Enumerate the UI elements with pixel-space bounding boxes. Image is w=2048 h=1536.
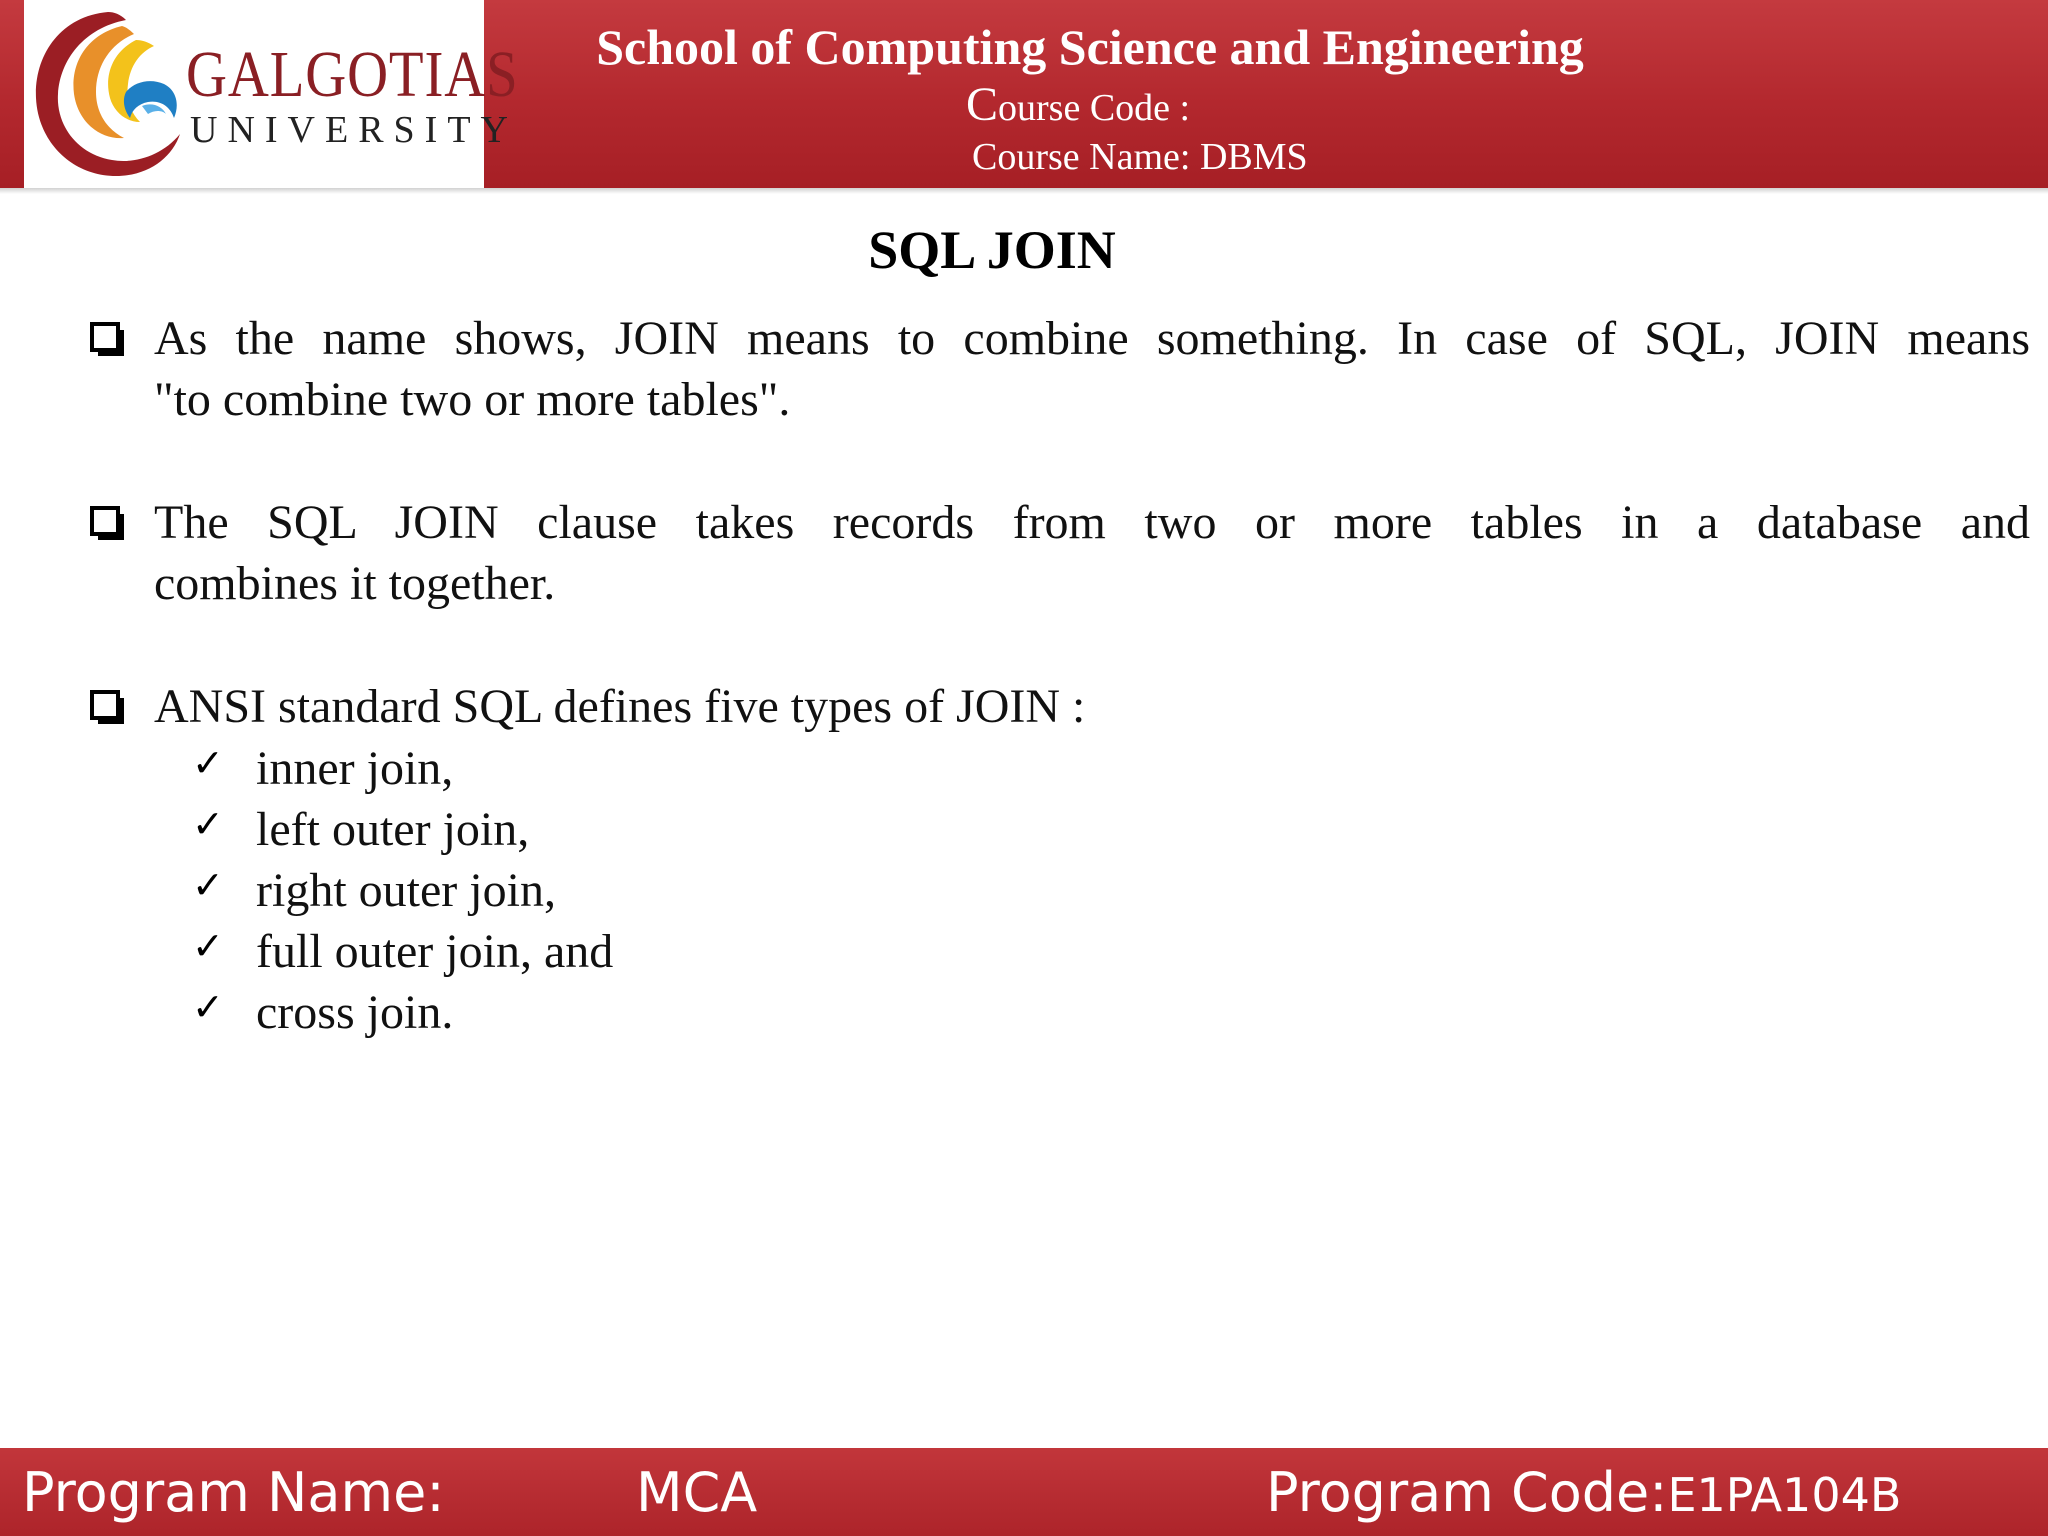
bullet-line: As the name shows, JOIN means to combine something. In case of SQL, JOIN means [154, 312, 2030, 365]
hollow-square-bullet-icon [90, 322, 126, 358]
checkmark-icon: ✓ [192, 741, 224, 785]
hollow-square-bullet-icon [90, 690, 126, 726]
join-type-label: cross join. [256, 986, 454, 1039]
checkmark-icon: ✓ [192, 863, 224, 907]
hollow-square-bullet-icon [90, 506, 126, 542]
slide-title: SQL JOIN [868, 220, 1116, 280]
checkmark-icon: ✓ [192, 985, 224, 1029]
bullet-line: ANSI standard SQL defines five types of JOIN : [154, 680, 1086, 733]
join-type-label: right outer join, [256, 864, 556, 917]
university-logo [24, 0, 519, 188]
bullet-line: combines it together. [154, 557, 556, 610]
program-code-value: E1PA104B [1667, 1468, 1902, 1522]
program-name: MCA [636, 1461, 758, 1524]
list-item [192, 738, 1092, 799]
course-name: Course Name: DBMS [972, 136, 1308, 178]
join-type-label: full outer join, and [256, 925, 614, 978]
bullet-text [154, 308, 2030, 430]
join-type-label: inner join, [256, 742, 454, 795]
list-item [192, 799, 1092, 860]
course-code-initial: C [966, 78, 999, 131]
galgotias-swirl-logo-icon [30, 6, 186, 182]
footer-banner [0, 1448, 2048, 1536]
program-code [1266, 1460, 1901, 1528]
bullet-text [154, 492, 2030, 614]
bullet-item [90, 676, 1940, 746]
header-divider [0, 188, 2048, 194]
course-code [966, 78, 1191, 131]
course-code-text: ourse Code : [998, 87, 1191, 129]
checkmark-icon: ✓ [192, 802, 224, 846]
bullet-item [90, 308, 2030, 438]
logo-subtitle: UNIVERSITY [190, 109, 518, 151]
logo-wordmark: GALGOTIAS [186, 38, 519, 111]
bullet-item [90, 492, 2030, 622]
join-types-list [192, 738, 1092, 1043]
program-code-label: Program Code: [1266, 1461, 1668, 1524]
bullet-line: The SQL JOIN clause takes records from two or more tables in a database and [154, 496, 2030, 549]
bullet-text [154, 676, 2030, 737]
join-type-label: left outer join, [256, 803, 530, 856]
program-name-label: Program Name: [22, 1461, 445, 1524]
school-title: School of Computing Science and Engineering [596, 19, 1584, 75]
list-item [192, 921, 1092, 982]
list-item [192, 860, 1092, 921]
checkmark-icon: ✓ [192, 924, 224, 968]
bullet-line: "to combine two or more tables". [154, 373, 791, 426]
list-item [192, 982, 1092, 1043]
header-banner [0, 0, 2048, 188]
